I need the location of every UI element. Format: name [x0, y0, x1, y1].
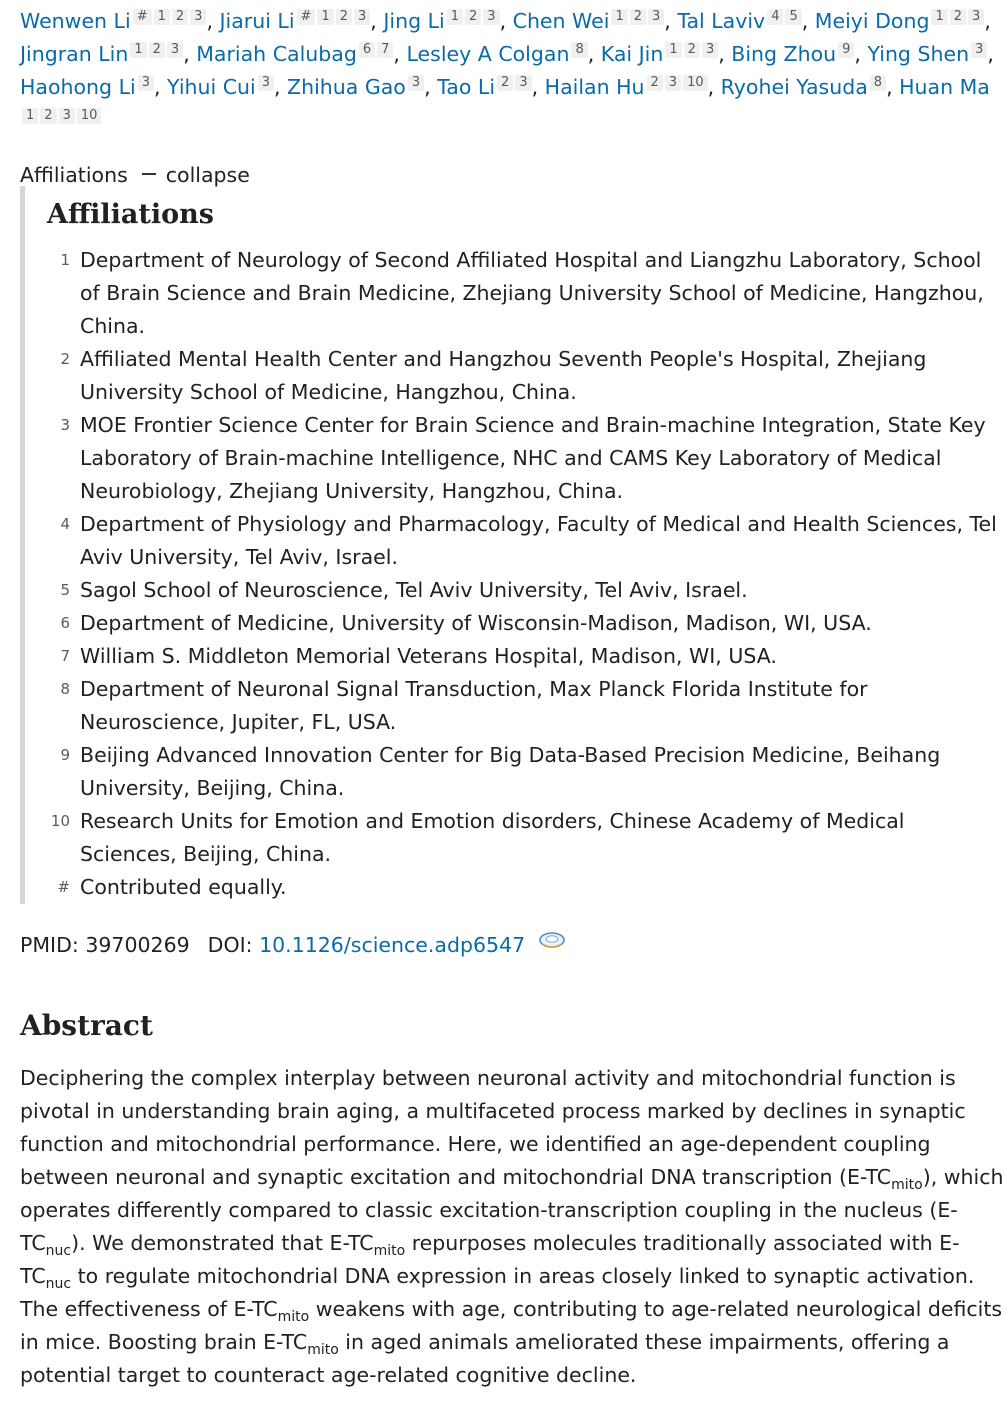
author-name-link[interactable]: Tal Laviv: [677, 9, 766, 33]
author-name-link[interactable]: Haohong Li: [20, 75, 136, 99]
affiliation-number: 1: [60, 251, 70, 269]
abstract-text: [20, 1062, 1004, 1392]
author-separator: ,: [718, 42, 732, 66]
affiliation-ref[interactable]: 3: [648, 9, 664, 25]
affiliation-number: 6: [60, 614, 70, 632]
author-name-link[interactable]: Lesley A Colgan: [406, 42, 570, 66]
author-entry: [20, 75, 154, 99]
pmid-label: PMID:: [20, 933, 79, 957]
affiliation-ref[interactable]: 3: [190, 9, 206, 25]
abstract-subscript: nuc: [45, 1276, 72, 1293]
author-entry: [677, 9, 801, 33]
doi-label: DOI:: [207, 933, 253, 957]
author-name-link[interactable]: Tao Li: [437, 75, 496, 99]
author-separator: ,: [206, 9, 220, 33]
author-entry: [196, 42, 393, 66]
affiliation-text: Department of Medicine, University of Wisconsin-Madison, Madison, WI, USA.: [80, 611, 872, 635]
author-separator: ,: [531, 75, 545, 99]
collapse-dash-icon: [142, 173, 156, 175]
affiliation-number: 3: [60, 416, 70, 434]
affiliation-item: [47, 244, 1004, 343]
author-entry: [219, 9, 370, 33]
abstract-segment: ), which operates differently compared to classic excitation-transcription coupling in the nucleus (E-TC: [20, 1165, 1004, 1255]
affiliation-number: 10: [50, 812, 70, 830]
abstract-subscript: mito: [373, 1243, 406, 1260]
affiliation-number: 7: [60, 647, 70, 665]
affiliation-text: Department of Neuronal Signal Transduction, Max Planck Florida Institute for Neuroscience, Jupiter, FL, USA.: [80, 677, 868, 734]
affiliations-toggle-label: Affiliations: [20, 163, 128, 187]
author-separator: ,: [587, 42, 601, 66]
affiliation-ref[interactable]: 2: [336, 9, 352, 25]
author-name-link[interactable]: Ying Shen: [867, 42, 970, 66]
abstract-segment: weakens with age, contributing to age-related neurological deficits in mice. Boosting brain E-TC: [20, 1297, 1003, 1354]
affiliation-ref[interactable]: 1: [447, 9, 463, 25]
affiliation-ref[interactable]: 1: [931, 9, 947, 25]
author-separator: ,: [886, 75, 900, 99]
affiliation-ref[interactable]: 3: [968, 9, 984, 25]
author-name-link[interactable]: Huan Ma: [899, 75, 990, 99]
author-separator: ,: [499, 9, 513, 33]
abstract-heading: Abstract: [20, 1009, 153, 1042]
affiliation-ref[interactable]: 1: [611, 9, 627, 25]
affiliation-number: 5: [60, 581, 70, 599]
affiliation-text: Sagol School of Neuroscience, Tel Aviv University, Tel Aviv, Israel.: [80, 578, 748, 602]
affiliation-ref[interactable]: 2: [497, 75, 513, 91]
affiliation-ref[interactable]: 4: [767, 9, 783, 25]
affiliation-ref[interactable]: 3: [408, 75, 424, 91]
affiliation-number: 8: [60, 680, 70, 698]
affiliations-heading: Affiliations: [47, 199, 214, 230]
affiliation-text: Beijing Advanced Innovation Center for Big Data-Based Precision Medicine, Beihang University, Beijing, China.: [80, 743, 941, 800]
author-entry: [867, 42, 987, 66]
affiliations-panel: [20, 186, 1004, 904]
affiliation-item: [47, 805, 1004, 871]
affiliation-ref[interactable]: 3: [59, 108, 75, 124]
affiliation-item: [47, 508, 1004, 574]
author-entry: [20, 9, 206, 33]
affiliation-item: [47, 343, 1004, 409]
author-separator: ,: [801, 9, 815, 33]
author-name-link[interactable]: Wenwen Li: [20, 9, 131, 33]
affiliation-ref[interactable]: 2: [40, 108, 56, 124]
affiliation-text: Department of Neurology of Second Affiliated Hospital and Liangzhu Laboratory, School of Brain Science and Brain Medicine, Zhejiang University School of Medicine, Hangzhou, China.: [80, 248, 984, 338]
affiliation-ref[interactable]: 8: [870, 75, 886, 91]
affiliation-item: [47, 673, 1004, 739]
affiliation-item: [47, 607, 1004, 640]
author-entry: [601, 42, 718, 66]
affiliation-ref[interactable]: 2: [172, 9, 188, 25]
affiliation-ref[interactable]: 5: [785, 9, 801, 25]
affiliation-text: Contributed equally.: [80, 875, 287, 899]
author-name-link[interactable]: Meiyi Dong: [814, 9, 930, 33]
abstract-subscript: mito: [307, 1342, 339, 1359]
author-entry: [383, 9, 499, 33]
affiliations-list: [47, 244, 1004, 904]
affiliations-toggle-action[interactable]: collapse: [165, 163, 250, 187]
article-identifiers: [20, 928, 566, 962]
author-separator: ,: [664, 9, 678, 33]
author-name-link[interactable]: Zhihua Gao: [287, 75, 406, 99]
affiliation-ref[interactable]: 1: [154, 9, 170, 25]
author-name-link[interactable]: Ryohei Yasuda: [720, 75, 868, 99]
author-entry: [721, 75, 886, 99]
author-separator: ,: [393, 42, 407, 66]
abstract-segment: ). We demonstrated that E-TC: [71, 1231, 374, 1255]
author-name-link[interactable]: Yihui Cui: [167, 75, 256, 99]
affiliation-text: William S. Middleton Memorial Veterans Hospital, Madison, WI, USA.: [80, 644, 777, 668]
author-separator: ,: [424, 75, 438, 99]
author-entry: [545, 75, 708, 99]
affiliation-ref[interactable]: 7: [377, 42, 393, 58]
affiliation-ref[interactable]: 2: [647, 75, 663, 91]
author-entry: [287, 75, 424, 99]
author-separator: ,: [854, 42, 868, 66]
affiliation-ref[interactable]: 2: [149, 42, 165, 58]
author-name-link[interactable]: Jiarui Li: [219, 9, 295, 33]
author-entry: [20, 42, 183, 66]
affiliation-ref[interactable]: 3: [138, 75, 154, 91]
author-entry: [513, 9, 665, 33]
affiliation-number: 2: [60, 350, 70, 368]
affiliation-ref[interactable]: 2: [950, 9, 966, 25]
affiliation-ref[interactable]: 3: [665, 75, 681, 91]
author-name-link[interactable]: Jing Li: [383, 9, 445, 33]
abstract-subscript: mito: [277, 1309, 310, 1326]
affiliation-ref[interactable]: 1: [130, 42, 146, 58]
affiliation-number: 9: [60, 746, 70, 764]
article-page: [20, 0, 1004, 1387]
doi-link[interactable]: 10.1126/science.adp6547: [259, 933, 526, 957]
author-entry: [437, 75, 531, 99]
affiliation-ref[interactable]: 9: [838, 42, 854, 58]
affiliation-text: MOE Frontier Science Center for Brain Science and Brain-machine Integration, State Key Laboratory of Brain-machine Intelligence, NHC and CAMS Key Laboratory of Medical Neurobiology, Zhejiang University, Hangzhou, China.: [80, 413, 986, 503]
affiliation-item: [47, 640, 1004, 673]
affiliation-ref[interactable]: 2: [465, 9, 481, 25]
affiliation-text: Department of Physiology and Pharmacology, Faculty of Medical and Health Sciences, Tel Aviv University, Tel Aviv, Israel.: [80, 512, 997, 569]
abstract-segment: to regulate mitochondrial DNA expression in areas closely linked to synaptic activation. The effectiveness of E-TC: [20, 1264, 975, 1321]
author-separator: ,: [984, 9, 991, 33]
affiliation-ref[interactable]: 1: [317, 9, 333, 25]
affiliation-ref[interactable]: 3: [167, 42, 183, 58]
affiliation-number: #: [57, 878, 70, 896]
author-name-link[interactable]: Chen Wei: [512, 9, 610, 33]
author-entry: [731, 42, 854, 66]
affiliation-ref[interactable]: 3: [515, 75, 531, 91]
affiliation-number: 4: [60, 515, 70, 533]
author-separator: ,: [707, 75, 721, 99]
affiliation-ref[interactable]: 1: [22, 108, 38, 124]
abstract-subscript: nuc: [45, 1243, 72, 1260]
author-name-link[interactable]: Bing Zhou: [731, 42, 837, 66]
affiliation-ref[interactable]: 3: [702, 42, 718, 58]
author-name-link[interactable]: Kai Jin: [600, 42, 664, 66]
affiliation-item: [47, 871, 1004, 904]
author-name-link[interactable]: Hailan Hu: [544, 75, 645, 99]
pmid-value: 39700269: [85, 933, 190, 957]
abstract-segment: repurposes molecules traditionally associated with E-TC: [20, 1231, 960, 1288]
affiliation-ref[interactable]: 8: [571, 42, 587, 58]
affiliation-ref[interactable]: 3: [971, 42, 987, 58]
affiliation-ref[interactable]: 6: [359, 42, 375, 58]
affiliation-text: Affiliated Mental Health Center and Hangzhou Seventh People's Hospital, Zhejiang University School of Medicine, Hangzhou, China.: [80, 347, 927, 404]
affiliation-ref[interactable]: 2: [630, 9, 646, 25]
abstract-subscript: mito: [891, 1177, 923, 1194]
full-text-link-icon[interactable]: [538, 930, 566, 950]
affiliation-ref[interactable]: 3: [354, 9, 370, 25]
author-entry: [167, 75, 274, 99]
affiliation-item: [47, 574, 1004, 607]
author-entry: [406, 42, 587, 66]
affiliation-ref[interactable]: 10: [683, 75, 708, 91]
author-entry: [815, 9, 985, 33]
author-separator: ,: [987, 42, 994, 66]
author-separator: ,: [274, 75, 288, 99]
author-name-link[interactable]: Mariah Calubag: [196, 42, 357, 66]
affiliation-ref[interactable]: #: [297, 9, 316, 25]
affiliation-ref[interactable]: #: [133, 9, 152, 25]
affiliation-item: [47, 409, 1004, 508]
author-separator: ,: [153, 75, 168, 99]
author-name-link[interactable]: Jingran Lin: [20, 42, 129, 66]
abstract-segment: in aged animals ameliorated these impairments, offering a potential target to counteract age-related cognitive decline.: [20, 1330, 950, 1387]
author-list: [20, 5, 1004, 137]
affiliation-ref[interactable]: 2: [684, 42, 700, 58]
affiliation-item: [47, 739, 1004, 805]
affiliation-ref[interactable]: 1: [665, 42, 681, 58]
affiliation-text: Research Units for Emotion and Emotion disorders, Chinese Academy of Medical Sciences, Beijing, China.: [80, 809, 905, 866]
affiliation-ref[interactable]: 10: [77, 108, 102, 124]
affiliation-ref[interactable]: 3: [483, 9, 499, 25]
affiliation-ref[interactable]: 3: [258, 75, 274, 91]
author-separator: ,: [183, 42, 197, 66]
author-separator: ,: [370, 9, 384, 33]
abstract-segment: Deciphering the complex interplay between neuronal activity and mitochondrial function is pivotal in understanding brain aging, a multifaceted process marked by declines in synaptic function and mitochondrial performance. Here, we identified an age-dependent coupling between neuronal and synaptic excitation and mitochondrial DNA transcription (E-TC: [20, 1066, 966, 1189]
